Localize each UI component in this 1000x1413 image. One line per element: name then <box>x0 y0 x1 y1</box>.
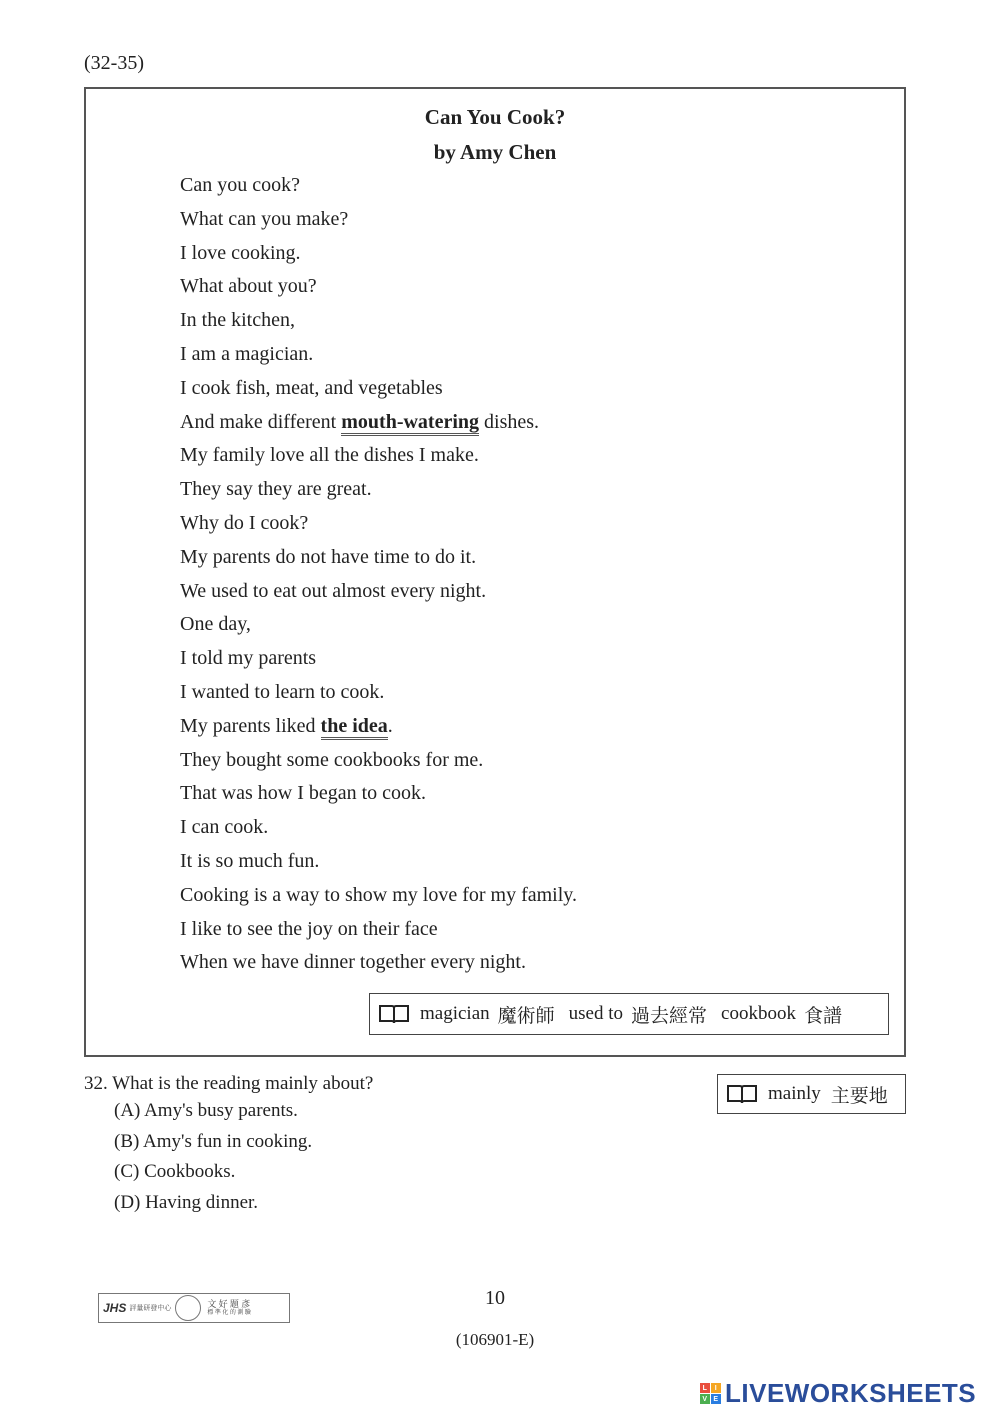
exam-code: (106901-E) <box>455 1330 535 1349</box>
page-range: (32-35) <box>84 52 144 74</box>
poem-line: What about you? <box>180 275 317 298</box>
vocab-meaning-magician: 魔術師 <box>497 1005 555 1027</box>
poem-line: I love cooking. <box>180 241 301 264</box>
poem-line: I am a magician. <box>180 342 314 365</box>
poem-line-text: dishes. <box>479 410 540 433</box>
poem-line: I told my parents <box>180 647 317 670</box>
poem-line: I wanted to learn to cook. <box>180 680 385 703</box>
brand-mark-tile: E <box>711 1394 721 1404</box>
poem-lines <box>180 169 577 980</box>
liveworksheets-brand <box>700 1378 976 1409</box>
brand-mark-tile: L <box>700 1383 710 1393</box>
option-a[interactable]: (A) Amy's busy parents. <box>114 1100 298 1121</box>
jhs-logo: JHS <box>103 1301 127 1315</box>
vocab-box <box>369 993 889 1035</box>
question-stem: 32. What is the reading mainly about? <box>84 1073 374 1094</box>
option-d[interactable]: (D) Having dinner. <box>114 1191 259 1213</box>
vocab-word-magician: magician <box>420 1003 490 1024</box>
poem-title: Can You Cook? <box>424 105 566 129</box>
poem-line: In the kitchen, <box>180 309 295 332</box>
poem-line: Cooking is a way to show my love for my family. <box>180 883 577 906</box>
vocab-meaning-cookbook: 食譜 <box>803 1005 842 1027</box>
poem-line: That was how I began to cook. <box>180 782 427 805</box>
poem-line: We used to eat out almost every night. <box>180 579 487 602</box>
poem-line: I like to see the joy on their face <box>180 917 438 940</box>
jhs-center-label: 評量研發中心 <box>129 1304 172 1312</box>
vocab-word-used-to: used to <box>568 1003 624 1024</box>
poem-line: I cook fish, meat, and vegetables <box>180 376 443 399</box>
brand-mark-tile: I <box>711 1383 721 1393</box>
page-number: 10 <box>485 1287 505 1309</box>
vocab-word-mainly: mainly <box>768 1083 821 1104</box>
calligraphy-logo: 文 好 題 彥 標 準 化 的 測 驗 <box>207 1299 251 1316</box>
poem-line: Can you cook? <box>180 174 300 196</box>
book-icon <box>726 1083 758 1105</box>
liveworksheets-logo-icon <box>700 1383 721 1404</box>
poem-line: I can cook. <box>180 816 269 839</box>
poem-box <box>84 87 906 1057</box>
poem-line-text: . <box>387 714 393 737</box>
poem-line <box>180 710 577 744</box>
question-options <box>114 1096 373 1218</box>
vocab-meaning-used-to: 過去經常 <box>631 1005 708 1027</box>
highlighted-phrase: mouth-watering <box>341 411 479 436</box>
mainly-vocab-box <box>717 1074 906 1114</box>
poem-line: It is so much fun. <box>180 849 320 872</box>
poem-line: Why do I cook? <box>180 511 309 534</box>
brand-mark-tile: V <box>700 1394 710 1404</box>
option-c[interactable]: (C) Cookbooks. <box>114 1161 236 1182</box>
poem-line <box>180 406 577 440</box>
option-b[interactable]: (B) Amy's fun in cooking. <box>114 1130 313 1152</box>
poem-line-text: My parents liked <box>180 714 321 737</box>
question-32 <box>84 1072 373 1218</box>
poem-line: My parents do not have time to do it. <box>180 545 477 568</box>
poem-line: When we have dinner together every night. <box>180 951 526 974</box>
poem-line: What can you make? <box>180 207 349 230</box>
poem-line-text: And make different <box>180 410 342 433</box>
book-icon <box>378 1003 410 1025</box>
vocab-meaning-mainly: 主要地 <box>830 1085 888 1107</box>
brand-name: LIVEWORKSHEETS <box>725 1378 977 1408</box>
poem-author: by Amy Chen <box>433 140 557 164</box>
poem-line: One day, <box>180 613 251 636</box>
vocab-word-cookbook: cookbook <box>721 1003 796 1024</box>
poem-line: They bought some cookbooks for me. <box>180 748 484 771</box>
poem-line: My family love all the dishes I make. <box>180 444 479 467</box>
poem-line: They say they are great. <box>180 478 372 501</box>
highlighted-phrase: the idea <box>321 715 388 740</box>
